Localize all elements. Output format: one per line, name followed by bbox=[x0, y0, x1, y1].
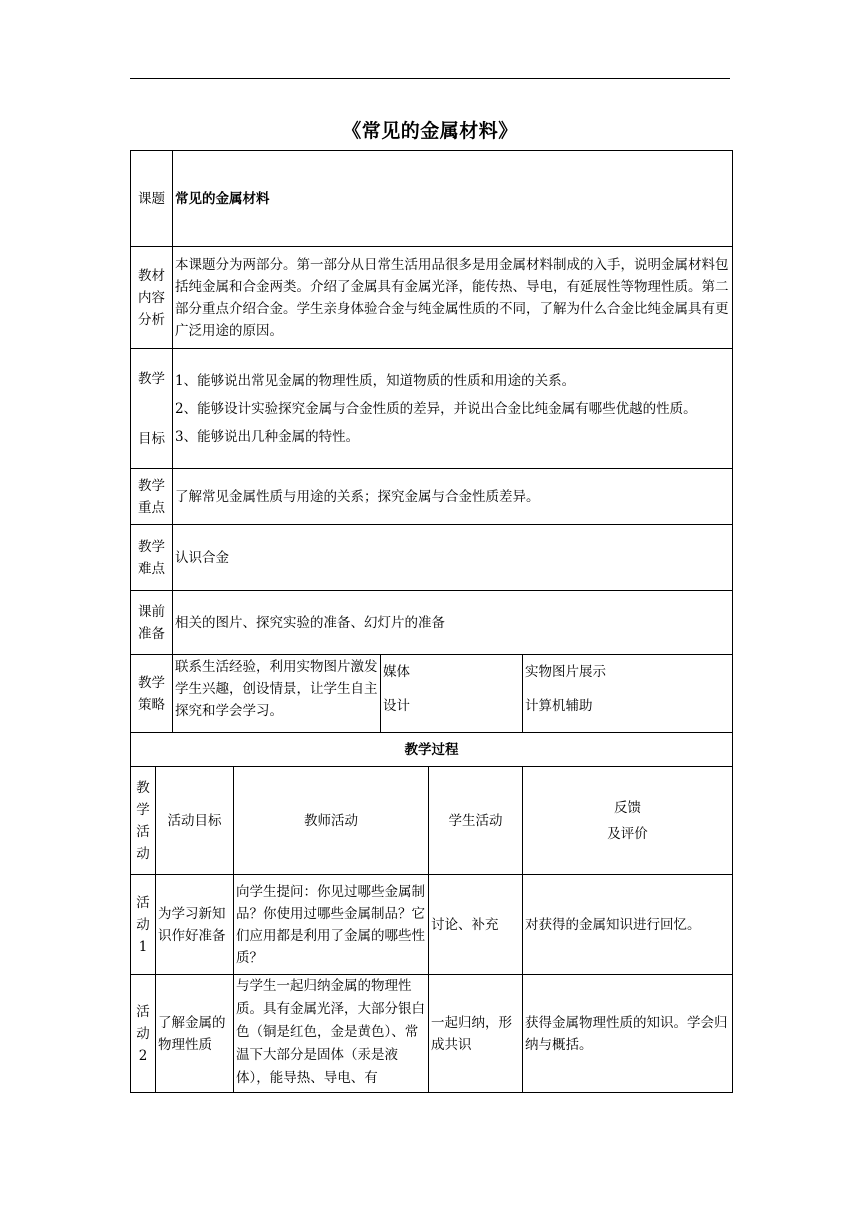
key-points-value: 了解常见金属性质与用途的关系；探究金属与合金性质差异。 bbox=[173, 469, 733, 525]
media-item: 计算机辅助 bbox=[525, 698, 593, 714]
objectives-row bbox=[131, 349, 733, 469]
activity-student: 讨论、补充 bbox=[429, 875, 523, 975]
objective-item: 1、能够说出常见金属的物理性质，知道物质的性质和用途的关系。 bbox=[175, 372, 576, 389]
strategy-label: 教学 策略 bbox=[131, 655, 173, 733]
difficulty-value: 认识合金 bbox=[173, 525, 733, 591]
feedback-header: 反馈 及评价 bbox=[523, 767, 733, 875]
analysis-row bbox=[131, 247, 733, 349]
media-items bbox=[523, 655, 733, 733]
page-title: 《常见的金属材料》 bbox=[342, 120, 518, 142]
activity-header: 教 学 活 动 bbox=[131, 767, 156, 875]
strategy-row bbox=[131, 655, 733, 733]
topic-value: 常见的金属材料 bbox=[173, 151, 733, 247]
media-label: 媒体 设计 bbox=[381, 655, 523, 733]
header-rule bbox=[130, 78, 730, 79]
preparation-label: 课前 准备 bbox=[131, 591, 173, 655]
activity-row bbox=[131, 975, 733, 1093]
student-header: 学生活动 bbox=[429, 767, 523, 875]
difficulty-label: 教学 难点 bbox=[131, 525, 173, 591]
activity-student: 一起归纳，形成共识 bbox=[429, 975, 523, 1093]
activity-goal: 为学习新知识作好准备 bbox=[156, 875, 234, 975]
objectives-label: 教学 目标 bbox=[131, 349, 173, 469]
goal-header: 活动目标 bbox=[156, 767, 234, 875]
process-heading: 教学过程 bbox=[131, 733, 733, 767]
analysis-label: 教材 内容 分析 bbox=[131, 247, 173, 349]
objective-item: 3、能够说出几种金属的特性。 bbox=[175, 428, 360, 445]
activity-name: 活 动 2 bbox=[131, 975, 156, 1093]
activity-teacher: 与学生一起归纳金属的物理性质。具有金属光泽，大部分银白色（铜是红色，金是黄色）、常温下大部分是固体（汞是液体），能导热、导电、有 bbox=[234, 975, 429, 1093]
key-points-label: 教学 重点 bbox=[131, 469, 173, 525]
teacher-header: 教师活动 bbox=[234, 767, 429, 875]
activity-goal: 了解金属的物理性质 bbox=[156, 975, 234, 1093]
strategy-value: 联系生活经验，利用实物图片激发学生兴趣，创设情景，让学生自主探究和学会学习。 bbox=[173, 655, 381, 733]
preparation-value: 相关的图片、探究实验的准备、幻灯片的准备 bbox=[173, 591, 733, 655]
difficulty-row bbox=[131, 525, 733, 591]
media-item: 实物图片展示 bbox=[525, 664, 606, 680]
activity-feedback: 获得金属物理性质的知识。学会归纳与概括。 bbox=[523, 975, 733, 1093]
activity-feedback: 对获得的金属知识进行回忆。 bbox=[523, 875, 733, 975]
objectives-list bbox=[173, 349, 733, 469]
topic-label: 课题 bbox=[131, 151, 173, 247]
activity-teacher: 向学生提问：你见过哪些金属制品？你使用过哪些金属制品？它们应用都是利用了金属的哪些性质？ bbox=[234, 875, 429, 975]
analysis-value: 本课题分为两部分。第一部分从日常生活用品很多是用金属材料制成的入手，说明金属材料包括纯金属和合金两类。介绍了金属具有金属光泽，能传热、导电，有延展性等物理性质。第二部分重点介绍合金。学生亲身体验合金与纯金属性质的不同，了解为什么合金比纯金属具有更广泛用途的原因。 bbox=[173, 247, 733, 349]
key-points-row bbox=[131, 469, 733, 525]
process-heading-row bbox=[131, 733, 733, 767]
lesson-plan-table bbox=[130, 150, 733, 1093]
activity-name: 活 动 1 bbox=[131, 875, 156, 975]
activity-row bbox=[131, 875, 733, 975]
objective-item: 2、能够设计实验探究金属与合金性质的差异，并说出合金比纯金属有哪些优越的性质。 bbox=[175, 400, 697, 417]
topic-row bbox=[131, 151, 733, 247]
process-header-row bbox=[131, 767, 733, 875]
preparation-row bbox=[131, 591, 733, 655]
